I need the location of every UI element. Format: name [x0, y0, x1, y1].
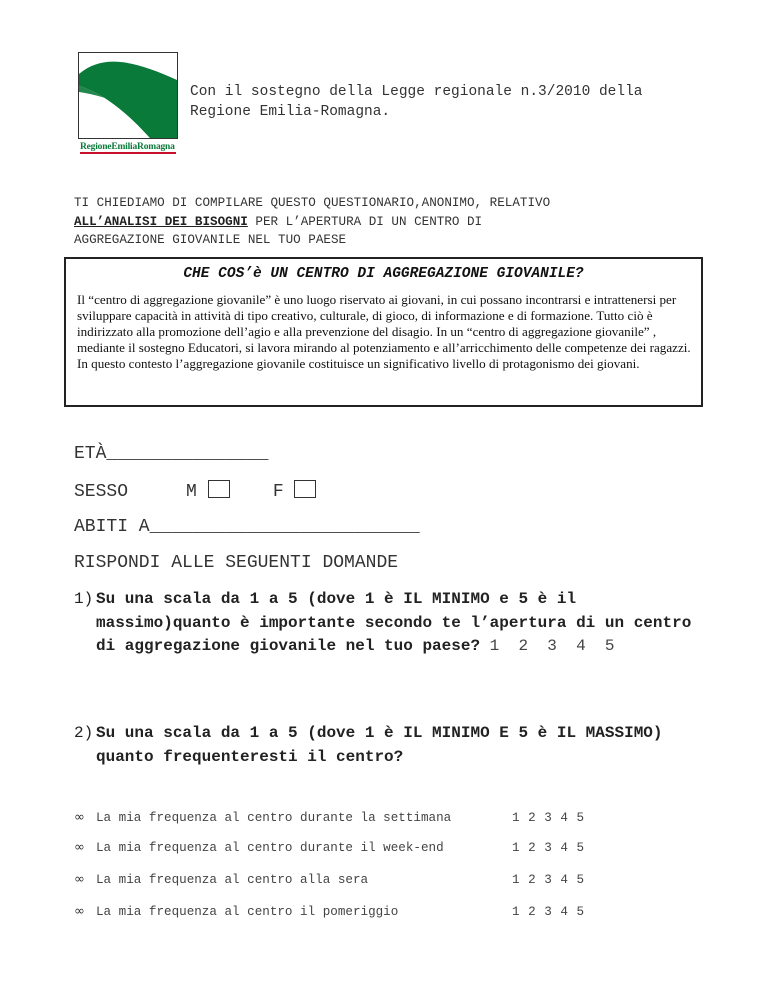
support-note: [190, 82, 642, 122]
intro-line-1: TI CHIEDIAMO DI COMPILARE QUESTO QUESTIONARIO,ANONIMO, RELATIVO: [74, 196, 551, 210]
question-2-number: 2): [74, 724, 94, 742]
sesso-label: SESSO: [74, 482, 129, 502]
abiti-field[interactable]: [74, 517, 420, 537]
bullet-icon: ∞: [74, 872, 85, 887]
bullet-icon: ∞: [74, 840, 85, 855]
info-box-title: CHE COS’è UN CENTRO DI AGGREGAZIONE GIOVANILE?: [183, 266, 584, 282]
intro-text: [74, 194, 550, 250]
logo-underline: [80, 152, 176, 154]
frequency-label: La mia frequenza al centro durante il week-end: [96, 841, 444, 855]
question-1-number: 1): [74, 590, 94, 608]
sesso-m-checkbox[interactable]: [208, 480, 230, 498]
frequency-label: La mia frequenza al centro durante la settimana: [96, 811, 452, 825]
frequency-scale[interactable]: 1 2 3 4 5: [512, 811, 585, 825]
eta-blank[interactable]: _______________: [106, 444, 269, 464]
regione-emilia-romagna-logo-icon: [78, 52, 178, 154]
abiti-blank[interactable]: _________________________: [149, 517, 420, 537]
question-2: [74, 722, 704, 769]
sesso-m-label: M: [186, 482, 197, 502]
question-1: [74, 588, 704, 659]
intro-line-2-rest: PER L’APERTURA DI UN CENTRO DI: [247, 214, 483, 229]
sesso-field: [74, 480, 316, 502]
sesso-f-label: F: [272, 482, 284, 502]
logo-text: RegioneEmiliaRomagna: [80, 142, 175, 152]
frequency-scale[interactable]: 1 2 3 4 5: [512, 905, 585, 919]
rispondi-heading: RISPONDI ALLE SEGUENTI DOMANDE: [74, 553, 399, 573]
abiti-label: ABITI A: [74, 517, 150, 537]
frequency-scale[interactable]: 1 2 3 4 5: [512, 873, 585, 887]
bullet-icon: ∞: [74, 904, 85, 919]
intro-emphasis: ALL’ANALISI DEI BISOGNI: [74, 214, 248, 229]
frequency-scale[interactable]: 1 2 3 4 5: [512, 841, 585, 855]
eta-label: ETÀ: [74, 444, 107, 464]
info-box-body: Il “centro di aggregazione giovanile” è uno luogo riservato ai giovani, in cui possano incontrarsi e intrattenersi per sviluppare capacità in attività di tipo creativo, culturale, di gioco, di informazione e di formazione. Tutto ciò è indirizzato alla promozione dell’agio e alla prevenzione del disagio. In un “centro di aggregazione giovanile” , mediante il sostegno Educatori, si lavora mirando al potenziamento e all’arricchimento delle competenze dei ragazzi. In questo contesto l’aggregazione giovanile costituisce un significativo livello di protagonismo dei giovani.: [77, 292, 691, 371]
frequency-label: La mia frequenza al centro il pomeriggio: [96, 905, 399, 919]
question-1-scale[interactable]: 1 2 3 4 5: [480, 637, 615, 655]
sesso-f-checkbox[interactable]: [294, 480, 316, 498]
info-box: [64, 257, 703, 407]
intro-line-3: AGGREGAZIONE GIOVANILE NEL TUO PAESE: [74, 233, 347, 247]
question-2-text: Su una scala da 1 a 5 (dove 1 è IL MINIMO E 5 è IL MASSIMO) quanto frequenteresti il centro?: [96, 724, 663, 766]
question-1-text: Su una scala da 1 a 5 (dove 1 è IL MINIMO e 5 è il massimo)quanto è importante secondo te l’apertura di un centro di aggregazione giovanile nel tuo paese?: [96, 590, 692, 655]
eta-field[interactable]: [74, 444, 268, 464]
support-line-1: Con il sostegno della Legge regionale n.3/2010 della: [190, 84, 643, 100]
intro-line-2: [74, 213, 550, 232]
frequency-label: La mia frequenza al centro alla sera: [96, 873, 369, 887]
bullet-icon: ∞: [74, 810, 85, 825]
support-line-2: Regione Emilia-Romagna.: [190, 104, 391, 120]
